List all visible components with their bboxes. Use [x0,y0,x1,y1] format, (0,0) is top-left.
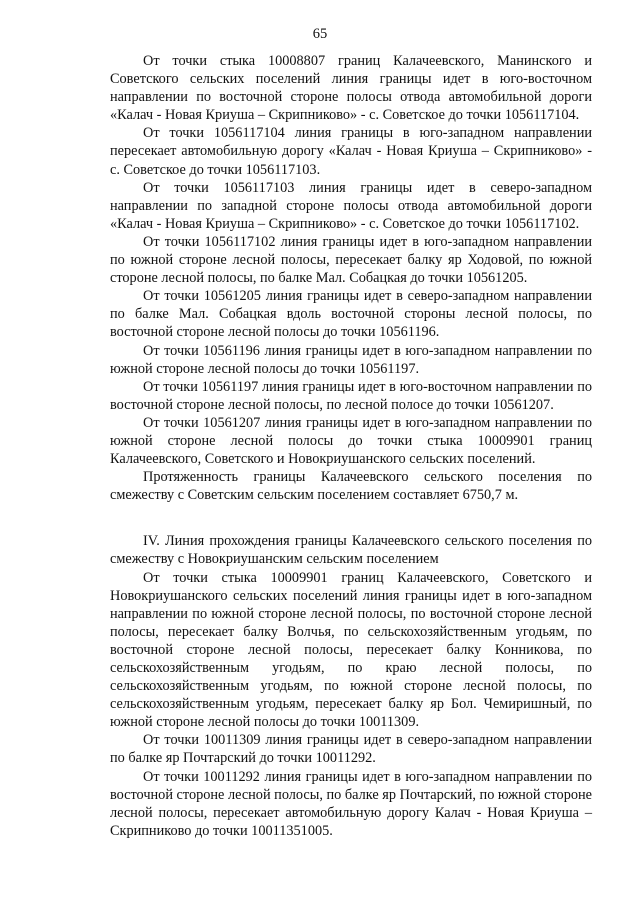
paragraph: От точки 1056117102 линия границы идет в юго-западном направлении по южной стороне лесной полосы, пересекает балку яр Ходовой, по южной стороне лесной полосы, по балке Мал. Собацкая до точки 10561205. [110,233,592,287]
paragraph: От точки 10011292 линия границы идет в юго-западном направлении по восточной стороне лесной полосы, по балке яр Почтарский, по южной стороне лесной полосы, пересекает автомобильную дорогу Калач - Новая Криуша – Скрипниково до точки 10011351005. [110,768,592,839]
paragraph: От точки 10561207 линия границы идет в юго-западном направлении по южной стороне лесной полосы до точки стыка 10009901 границ Калачеевского, Советского и Новокриушанского сельских поселений. [110,414,592,468]
paragraph: От точки 10561205 линия границы идет в северо-западном направлении по балке Мал. Собацкая вдоль восточной стороны лесной полосы, по восточной стороне лесной полосы до точки 10561196. [110,288,592,341]
paragraph: От точки 10561196 линия границы идет в юго-западном направлении по южной стороне лесной полосы до точки 10561197. [110,342,592,377]
page-number: 65 [312,26,328,42]
paragraph: От точки стыка 10008807 границ Калачеевского, Манинского и Советского сельских поселений линия границы идет в юго-восточном направлении по восточной стороне полосы отвода автомобильной дороги «Калач - Новая Криуша – Скрипниково» - с. Советское до точки 1056117104. [110,53,592,124]
paragraph: От точки 10561197 линия границы идет в юго-восточном направлении по восточной стороне лесной полосы, по лесной полосе до точки 10561207. [110,378,592,413]
paragraph: От точки 10011309 линия границы идет в северо-западном направлении по балке яр Почтарский до точки 10011292. [110,732,592,767]
paragraph: От точки 1056117104 линия границы в юго-западном направлении пересекает автомобильную дорогу «Калач - Новая Криуша – Скрипниково» - с. Советское до точки 1056117103. [110,125,592,178]
paragraph: От точки 1056117103 линия границы идет в северо-западном направлении по западной стороне полосы отвода автомобильной дороги «Калач - Новая Криуша – Скрипниково» - с. Советское до точки 1056117102. [110,179,592,232]
paragraph: От точки стыка 10009901 границ Калачеевского, Советского и Новокриушанского сельских поселений линия границы идет в юго-западном направлении по южной стороне лесной полосы, по восточной стороне лесной полосы, пересекает балку Волчья, по сельскохозяйственным угодьям, по восточной стороне лесной полосы, пересекает балку Конникова, по сельскохозяйственным угодьям, по краю лесной полосы, по сельскохозяйственным угодьям, по южной стороне лесной полосы, по сельскохозяйственным угодьям, пересекает балку яр Бол. Чемиришный, по южной стороне лесной полосы до точки 10011309. [110,569,592,731]
document-body [110,52,592,840]
paragraph: Протяженность границы Калачеевского сельского поселения по смежеству с Советским сельским поселением составляет 6750,7 м. [110,469,592,504]
section-spacer [110,504,592,532]
section-heading: IV. Линия прохождения границы Калачеевского сельского поселения по смежеству с Новокриушанским сельским поселением [110,533,592,568]
